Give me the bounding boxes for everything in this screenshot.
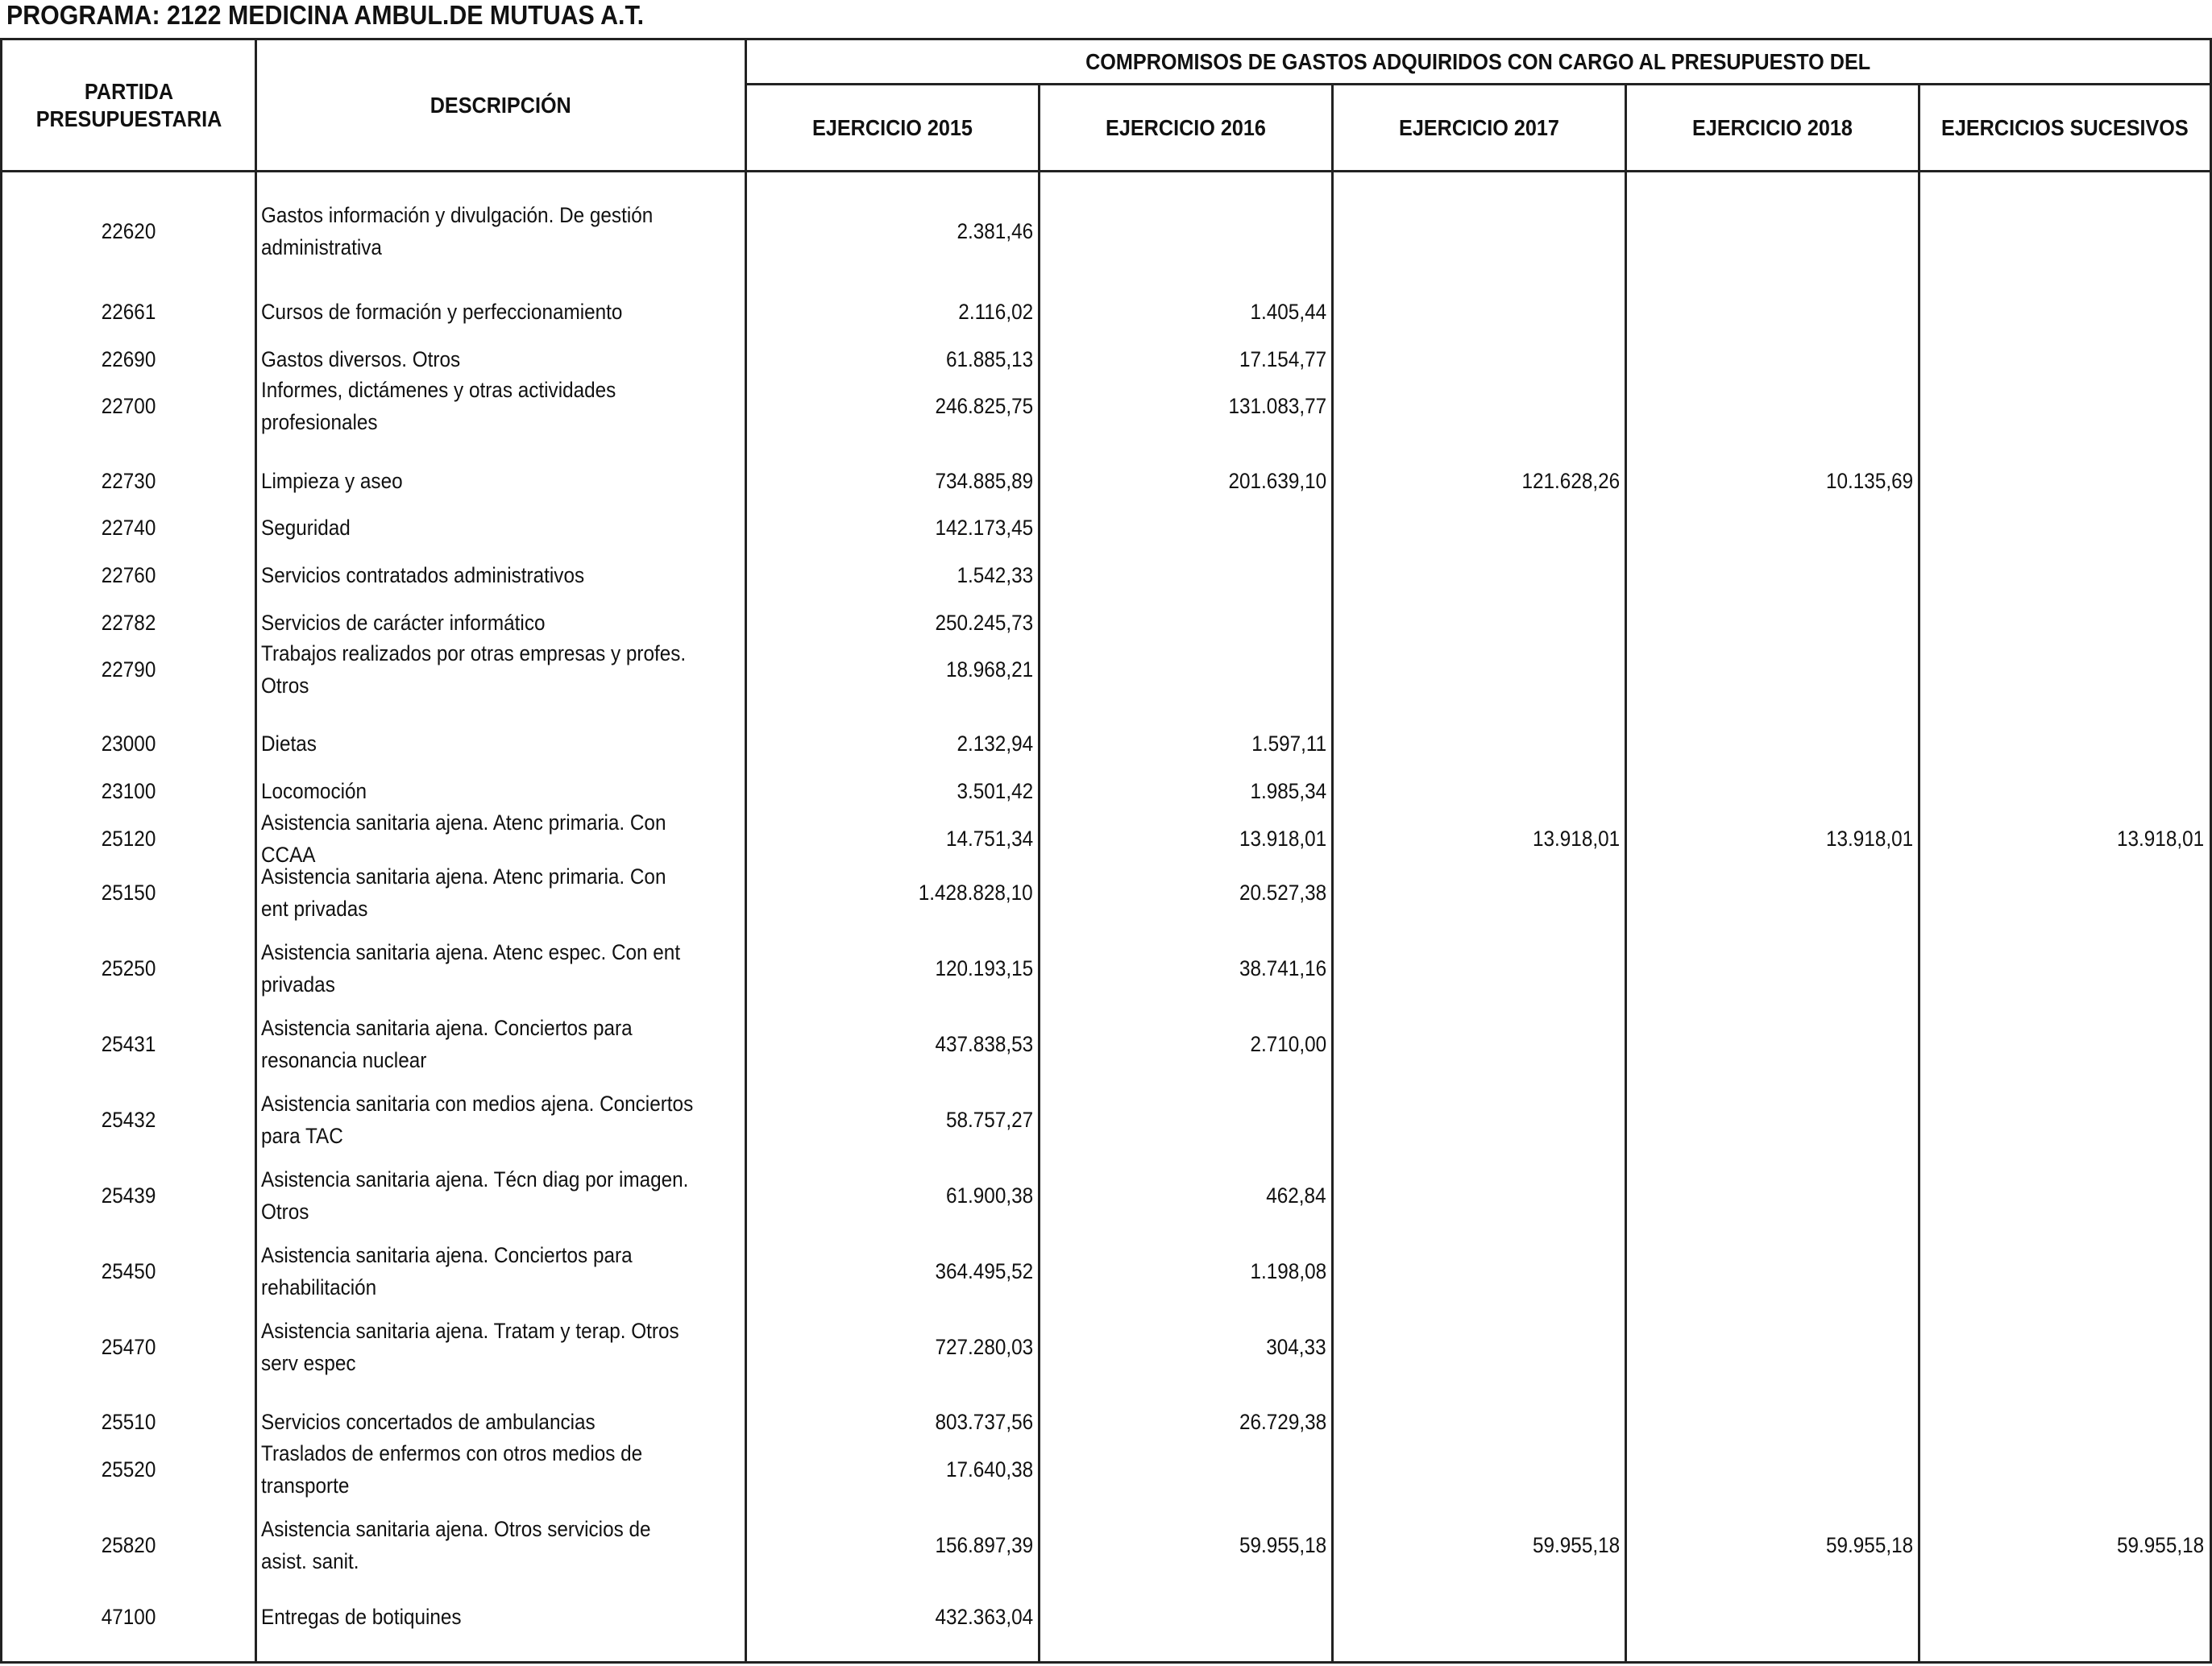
table-row <box>0 1162 2212 1229</box>
table-row <box>0 1511 2212 1579</box>
partida-code-text: 25250 <box>101 956 156 980</box>
value-2018 <box>1627 294 1913 329</box>
value-2015 <box>747 510 1033 545</box>
table-row <box>0 859 2212 926</box>
value-2016 <box>1040 859 1326 926</box>
value-2016 <box>1040 557 1326 593</box>
table-row <box>0 557 2212 593</box>
table-row <box>0 636 2212 703</box>
header-descripcion-label: DESCRIPCIÓN <box>430 92 572 118</box>
header-year-2016 <box>1040 85 1331 170</box>
partida-code-text: 22690 <box>101 347 156 371</box>
description-text: Asistencia sanitaria ajena. Conciertos para resonancia nuclear <box>261 1016 633 1072</box>
partida-code-text: 22700 <box>101 394 156 418</box>
header-year-2015 <box>747 85 1038 170</box>
value-2015-text: 432.363,04 <box>935 1605 1033 1629</box>
value-2017 <box>1334 1404 1620 1440</box>
description <box>261 1162 745 1229</box>
header-year-2015-label: EJERCICIO 2015 <box>812 114 973 140</box>
value-2015 <box>747 1313 1033 1381</box>
description-text: Traslados de enfermos con otros medios de transporte <box>261 1441 643 1498</box>
value-2015-text: 61.900,38 <box>945 1183 1033 1208</box>
value-2018 <box>1627 1086 1913 1154</box>
value-2017 <box>1334 935 1620 1002</box>
value-2017 <box>1334 1313 1620 1381</box>
description-text: Asistencia sanitaria ajena. Tratam y terap. Otros serv espec <box>261 1319 679 1375</box>
value-2015-text: 2.132,94 <box>957 731 1033 756</box>
partida-code-text: 22620 <box>101 219 156 243</box>
partida-code <box>2 1162 255 1229</box>
value-2018 <box>1627 195 1913 267</box>
value-2016 <box>1040 1511 1326 1579</box>
value-2015 <box>747 372 1033 440</box>
value-2018 <box>1627 726 1913 761</box>
value-2015 <box>747 463 1033 499</box>
partida-code <box>2 1599 255 1635</box>
value-2016 <box>1040 773 1326 809</box>
description <box>261 1237 745 1305</box>
description-text: Informes, dictámenes y otras actividades profesionales <box>261 378 616 434</box>
value-2018 <box>1627 463 1913 499</box>
value-2015-text: 2.381,46 <box>957 219 1033 243</box>
description-text: Locomoción <box>261 779 367 803</box>
value-2018 <box>1627 510 1913 545</box>
partida-code <box>2 859 255 926</box>
value-2015-text: 142.173,45 <box>935 516 1033 540</box>
value-sucesivos <box>1920 1010 2204 1078</box>
value-2015 <box>747 557 1033 593</box>
value-2017 <box>1334 195 1620 267</box>
value-2016-text: 131.083,77 <box>1228 394 1326 418</box>
description <box>261 294 745 329</box>
value-sucesivos <box>1920 1511 2204 1579</box>
partida-code <box>2 1237 255 1305</box>
value-2017-text: 121.628,26 <box>1521 469 1620 493</box>
partida-code-text: 25510 <box>101 1410 156 1434</box>
value-2016 <box>1040 1237 1326 1305</box>
description <box>261 1086 745 1154</box>
value-2017 <box>1334 294 1620 329</box>
value-2016 <box>1040 463 1326 499</box>
value-2015-text: 17.640,38 <box>945 1457 1033 1482</box>
description-text: Asistencia sanitaria ajena. Técn diag por imagen. Otros <box>261 1167 689 1224</box>
value-2018 <box>1627 1237 1913 1305</box>
table-row <box>0 935 2212 1002</box>
value-2017 <box>1334 1237 1620 1305</box>
value-sucesivos <box>1920 557 2204 593</box>
value-2018-text: 59.955,18 <box>1825 1533 1913 1557</box>
value-2018 <box>1627 1313 1913 1381</box>
value-2016 <box>1040 1313 1326 1381</box>
partida-code <box>2 821 255 856</box>
value-2015 <box>747 195 1033 267</box>
partida-code <box>2 1404 255 1440</box>
value-2015 <box>747 1010 1033 1078</box>
value-2017 <box>1334 557 1620 593</box>
partida-code <box>2 1313 255 1381</box>
value-2015 <box>747 1436 1033 1503</box>
value-sucesivos-text: 13.918,01 <box>2116 827 2204 851</box>
value-2015-text: 727.280,03 <box>935 1335 1033 1359</box>
value-2018-text: 10.135,69 <box>1825 469 1913 493</box>
description-text: Servicios concertados de ambulancias <box>261 1410 596 1434</box>
partida-code-text: 25150 <box>101 881 156 905</box>
partida-code-text: 25520 <box>101 1457 156 1482</box>
partida-code-text: 22790 <box>101 657 156 682</box>
value-sucesivos <box>1920 1162 2204 1229</box>
value-2016 <box>1040 1436 1326 1503</box>
value-sucesivos <box>1920 1237 2204 1305</box>
value-2015-text: 250.245,73 <box>935 611 1033 635</box>
description-text: Limpieza y aseo <box>261 469 403 493</box>
description <box>261 1404 745 1440</box>
value-2015-text: 120.193,15 <box>935 956 1033 980</box>
partida-code-text: 22661 <box>101 300 156 324</box>
description <box>261 1511 745 1579</box>
header-group-label: COMPROMISOS DE GASTOS ADQUIRIDOS CON CARGO AL PRESUPUESTO DEL <box>1085 48 1871 74</box>
description-text: Entregas de botiquines <box>261 1605 462 1629</box>
description-text: Servicios contratados administrativos <box>261 563 585 587</box>
value-2015-text: 246.825,75 <box>935 394 1033 418</box>
header-year-2017 <box>1334 85 1625 170</box>
value-2015 <box>747 636 1033 703</box>
table-row <box>0 1313 2212 1381</box>
value-2018 <box>1627 1162 1913 1229</box>
value-sucesivos <box>1920 726 2204 761</box>
value-2016-text: 59.955,18 <box>1239 1533 1326 1557</box>
value-2016-text: 462,84 <box>1266 1183 1326 1208</box>
table-row <box>0 773 2212 809</box>
table-row <box>0 726 2212 761</box>
value-2018 <box>1627 821 1913 856</box>
value-2017 <box>1334 773 1620 809</box>
value-2016-text: 304,33 <box>1266 1335 1326 1359</box>
partida-code-text: 25820 <box>101 1533 156 1557</box>
description <box>261 773 745 809</box>
value-2017 <box>1334 1086 1620 1154</box>
partida-code <box>2 1511 255 1579</box>
partida-code-text: 25439 <box>101 1183 156 1208</box>
description-text: Cursos de formación y perfeccionamiento <box>261 300 623 324</box>
value-2018 <box>1627 557 1913 593</box>
description-text: Gastos información y divulgación. De gestión administrativa <box>261 203 654 259</box>
description <box>261 1010 745 1078</box>
value-2016 <box>1040 726 1326 761</box>
description-text: Asistencia sanitaria ajena. Atenc primaria. Con CCAA <box>261 810 666 867</box>
value-2018 <box>1627 372 1913 440</box>
value-2015-text: 156.897,39 <box>935 1533 1033 1557</box>
partida-code-text: 23100 <box>101 779 156 803</box>
header-bottom-border <box>0 170 2212 172</box>
value-2018 <box>1627 636 1913 703</box>
value-2017 <box>1334 859 1620 926</box>
table-row <box>0 1086 2212 1154</box>
partida-code-text: 25432 <box>101 1108 156 1132</box>
value-2016-text: 2.710,00 <box>1250 1032 1326 1056</box>
value-2017-text: 59.955,18 <box>1532 1533 1620 1557</box>
partida-code-text: 25470 <box>101 1335 156 1359</box>
header-partida-label: PARTIDA PRESUPUESTARIA <box>35 78 222 131</box>
value-2015-text: 1.428.828,10 <box>919 881 1033 905</box>
value-2017 <box>1334 510 1620 545</box>
value-2016-text: 1.597,11 <box>1251 731 1326 756</box>
table-row <box>0 1599 2212 1635</box>
partida-code-text: 25450 <box>101 1259 156 1283</box>
partida-code-text: 23000 <box>101 731 156 756</box>
value-2017 <box>1334 372 1620 440</box>
value-2015-text: 734.885,89 <box>935 469 1033 493</box>
partida-code <box>2 510 255 545</box>
value-2015-text: 58.757,27 <box>945 1108 1033 1132</box>
value-2015 <box>747 726 1033 761</box>
value-2015-text: 14.751,34 <box>945 827 1033 851</box>
value-2015 <box>747 1511 1033 1579</box>
value-2015-text: 61.885,13 <box>945 347 1033 371</box>
value-sucesivos <box>1920 821 2204 856</box>
value-2017 <box>1334 1511 1620 1579</box>
value-2018-text: 13.918,01 <box>1825 827 1913 851</box>
value-2016-text: 1.198,08 <box>1250 1259 1326 1283</box>
value-2016-text: 17.154,77 <box>1239 347 1326 371</box>
description-text: Gastos diversos. Otros <box>261 347 461 371</box>
value-2015-text: 2.116,02 <box>958 300 1033 324</box>
partida-code <box>2 935 255 1002</box>
value-2015-text: 364.495,52 <box>935 1259 1033 1283</box>
partida-code <box>2 726 255 761</box>
value-sucesivos <box>1920 463 2204 499</box>
value-sucesivos <box>1920 935 2204 1002</box>
header-descripcion <box>257 40 745 170</box>
description-text: Seguridad <box>261 516 351 540</box>
value-2017 <box>1334 1436 1620 1503</box>
value-2016 <box>1040 935 1326 1002</box>
value-2016-text: 26.729,38 <box>1239 1410 1326 1434</box>
value-2017 <box>1334 1599 1620 1635</box>
partida-code-text: 22760 <box>101 563 156 587</box>
value-2016 <box>1040 821 1326 856</box>
header-year-2017-label: EJERCICIO 2017 <box>1399 114 1559 140</box>
description <box>261 935 745 1002</box>
partida-code-text: 22730 <box>101 469 156 493</box>
value-2017 <box>1334 463 1620 499</box>
description-text: Servicios de carácter informático <box>261 611 546 635</box>
description <box>261 810 745 867</box>
description <box>261 1599 745 1635</box>
value-sucesivos <box>1920 1313 2204 1381</box>
value-2016-text: 38.741,16 <box>1239 956 1326 980</box>
value-2016-text: 20.527,38 <box>1239 881 1326 905</box>
header-group <box>747 40 2210 83</box>
description <box>261 195 745 267</box>
value-2016 <box>1040 510 1326 545</box>
table-row <box>0 372 2212 440</box>
value-2016-text: 1.985,34 <box>1250 779 1326 803</box>
description <box>261 636 745 703</box>
description-text: Asistencia sanitaria ajena. Otros servicios de asist. sanit. <box>261 1517 651 1573</box>
page-title: PROGRAMA: 2122 MEDICINA AMBUL.DE MUTUAS A.T. <box>6 0 645 30</box>
partida-code <box>2 1086 255 1154</box>
value-2017 <box>1334 726 1620 761</box>
description <box>261 372 745 440</box>
partida-code <box>2 372 255 440</box>
description-text: Asistencia sanitaria ajena. Conciertos para rehabilitación <box>261 1243 633 1299</box>
value-sucesivos <box>1920 1404 2204 1440</box>
value-2018 <box>1627 1010 1913 1078</box>
description <box>261 726 745 761</box>
value-2018 <box>1627 935 1913 1002</box>
header-year-2018-label: EJERCICIO 2018 <box>1692 114 1853 140</box>
partida-code <box>2 195 255 267</box>
partida-code-text: 25431 <box>101 1032 156 1056</box>
value-2015 <box>747 1599 1033 1635</box>
value-sucesivos <box>1920 510 2204 545</box>
value-2015 <box>747 859 1033 926</box>
value-2016 <box>1040 1086 1326 1154</box>
value-2015 <box>747 773 1033 809</box>
table-row <box>0 463 2212 499</box>
value-2015 <box>747 935 1033 1002</box>
header-year-sucesivos <box>1920 85 2210 170</box>
value-sucesivos <box>1920 859 2204 926</box>
value-sucesivos <box>1920 294 2204 329</box>
value-2018 <box>1627 859 1913 926</box>
value-2016 <box>1040 1599 1326 1635</box>
description-text: Dietas <box>261 731 317 756</box>
description-text: Asistencia sanitaria ajena. Atenc primaria. Con ent privadas <box>261 864 666 921</box>
header-partida <box>2 40 255 170</box>
value-2017 <box>1334 821 1620 856</box>
description <box>261 557 745 593</box>
table-bottom-border <box>0 1661 2212 1664</box>
value-2016 <box>1040 195 1326 267</box>
value-2016-text: 201.639,10 <box>1228 469 1326 493</box>
value-2018 <box>1627 1436 1913 1503</box>
description <box>261 463 745 499</box>
value-sucesivos <box>1920 1086 2204 1154</box>
partida-code <box>2 463 255 499</box>
value-2015 <box>747 1086 1033 1154</box>
value-2015-text: 1.542,33 <box>957 563 1033 587</box>
header-year-2018 <box>1627 85 1918 170</box>
description <box>261 859 745 926</box>
value-2015 <box>747 1404 1033 1440</box>
value-2015-text: 803.737,56 <box>935 1410 1033 1434</box>
value-2018 <box>1627 1599 1913 1635</box>
value-2016 <box>1040 1010 1326 1078</box>
partida-code-text: 22782 <box>101 611 156 635</box>
partida-code <box>2 294 255 329</box>
partida-code <box>2 557 255 593</box>
value-2017-text: 13.918,01 <box>1532 827 1620 851</box>
value-2015-text: 18.968,21 <box>945 657 1033 682</box>
value-2018 <box>1627 1511 1913 1579</box>
table-row <box>0 510 2212 545</box>
description-text: Trabajos realizados por otras empresas y profes. Otros <box>261 641 687 698</box>
value-2015 <box>747 1237 1033 1305</box>
value-2016 <box>1040 1162 1326 1229</box>
partida-code-text: 22740 <box>101 516 156 540</box>
description-text: Asistencia sanitaria ajena. Atenc espec. Con ent privadas <box>261 940 681 997</box>
table-row <box>0 1436 2212 1503</box>
value-2016-text: 1.405,44 <box>1250 300 1326 324</box>
table-row <box>0 810 2212 867</box>
value-2016 <box>1040 294 1326 329</box>
table-row <box>0 1237 2212 1305</box>
header-year-2016-label: EJERCICIO 2016 <box>1106 114 1266 140</box>
partida-code <box>2 1010 255 1078</box>
value-2015-text: 3.501,42 <box>957 779 1033 803</box>
value-2016 <box>1040 372 1326 440</box>
description <box>261 510 745 545</box>
value-2016 <box>1040 1404 1326 1440</box>
value-2015 <box>747 1162 1033 1229</box>
partida-code-text: 47100 <box>101 1605 156 1629</box>
value-sucesivos-text: 59.955,18 <box>2116 1533 2204 1557</box>
value-sucesivos <box>1920 195 2204 267</box>
value-2018 <box>1627 1404 1913 1440</box>
table-row <box>0 294 2212 329</box>
value-2015 <box>747 294 1033 329</box>
value-sucesivos <box>1920 636 2204 703</box>
header-year-sucesivos-label: EJERCICIOS SUCESIVOS <box>1941 114 2189 140</box>
value-2015 <box>747 821 1033 856</box>
partida-code <box>2 636 255 703</box>
description-text: Asistencia sanitaria con medios ajena. Conciertos para TAC <box>261 1092 694 1148</box>
value-sucesivos <box>1920 773 2204 809</box>
partida-code <box>2 1436 255 1503</box>
partida-code <box>2 773 255 809</box>
table-row <box>0 195 2212 267</box>
description <box>261 1313 745 1381</box>
table-row <box>0 1010 2212 1078</box>
value-sucesivos <box>1920 1599 2204 1635</box>
value-sucesivos <box>1920 372 2204 440</box>
value-2018 <box>1627 773 1913 809</box>
description <box>261 1436 745 1503</box>
value-2015-text: 437.838,53 <box>935 1032 1033 1056</box>
value-2017 <box>1334 1010 1620 1078</box>
partida-code-text: 25120 <box>101 827 156 851</box>
value-2016-text: 13.918,01 <box>1239 827 1326 851</box>
value-2017 <box>1334 636 1620 703</box>
value-sucesivos <box>1920 1436 2204 1503</box>
value-2017 <box>1334 1162 1620 1229</box>
value-2016 <box>1040 636 1326 703</box>
table-row <box>0 1404 2212 1440</box>
